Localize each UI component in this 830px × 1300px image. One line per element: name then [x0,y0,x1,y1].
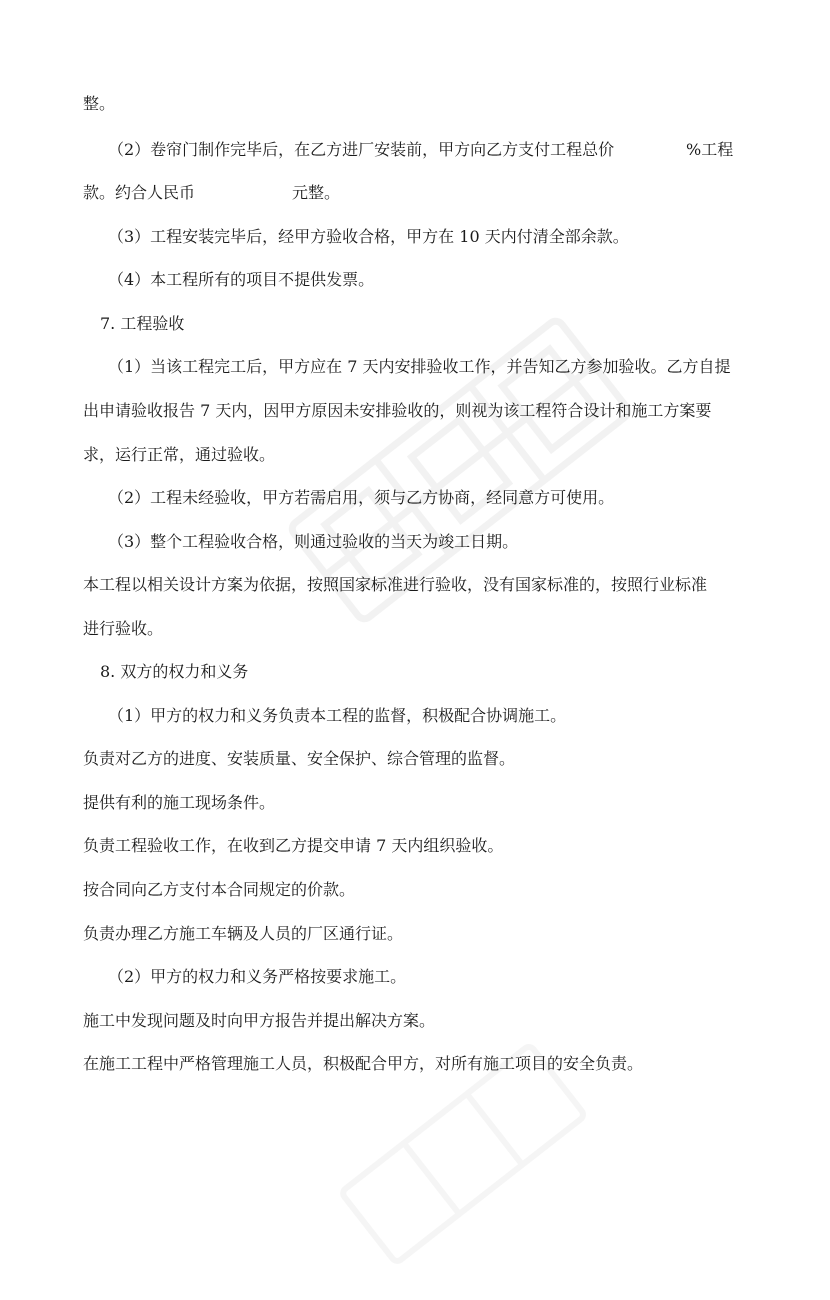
text-line: 负责对乙方的进度、安装质量、安全保护、综合管理的监督。 [83,749,516,768]
text-line: 负责办理乙方施工车辆及人员的厂区通行证。 [83,924,404,943]
text-line: （3）工程安装完毕后，经甲方验收合格，甲方在 10 天内付清全部余款。 [108,227,629,246]
text-line: （1）甲方的权力和义务负责本工程的监督，积极配合协调施工。 [108,706,567,725]
watermark-stamp [250,260,670,680]
section-heading: 8. 双方的权力和义务 [100,662,249,681]
text-line: （3）整个工程验收合格，则通过验收的当天为竣工日期。 [108,532,519,551]
text-line: （4）本工程所有的项目不提供发票。 [108,270,375,289]
text-line: %工程 [686,140,734,159]
text-line: （2）工程未经验收，甲方若需启用，须与乙方协商，经同意方可使用。 [108,488,615,507]
text-line: 按合同向乙方支付本合同规定的价款。 [83,880,356,899]
text-line: 提供有利的施工现场条件。 [83,793,276,812]
section-heading: 7. 工程验收 [100,314,185,333]
text-line: 负责工程验收工作，在收到乙方提交申请 7 天内组织验收。 [83,836,504,855]
text-line: （1）当该工程完工后，甲方应在 7 天内安排验收工作，并告知乙方参加验收。乙方自提 [108,357,731,376]
text-line: 出申请验收报告 7 天内，因甲方原因未安排验收的，则视为该工程符合设计和施工方案要 [83,401,712,420]
text-line: 求，运行正常，通过验收。 [83,445,276,464]
text-line: （2）甲方的权力和义务严格按要求施工。 [108,967,407,986]
text-line: （2）卷帘门制作完毕后，在乙方进厂安装前，甲方向乙方支付工程总价 [108,140,615,159]
text-line: 元整。 [292,183,341,202]
text-line: 施工中发现问题及时向甲方报告并提出解决方案。 [83,1011,436,1030]
text-line: 整。 [83,94,116,113]
watermark-stamp-lower [310,1000,610,1300]
text-line: 本工程以相关设计方案为依据，按照国家标准进行验收，没有国家标准的，按照行业标准 [83,575,708,594]
text-line: 在施工工程中严格管理施工人员，积极配合甲方，对所有施工项目的安全负责。 [83,1054,644,1073]
text-line: 进行验收。 [83,619,164,638]
text-line: 款。约合人民币 [83,183,196,202]
